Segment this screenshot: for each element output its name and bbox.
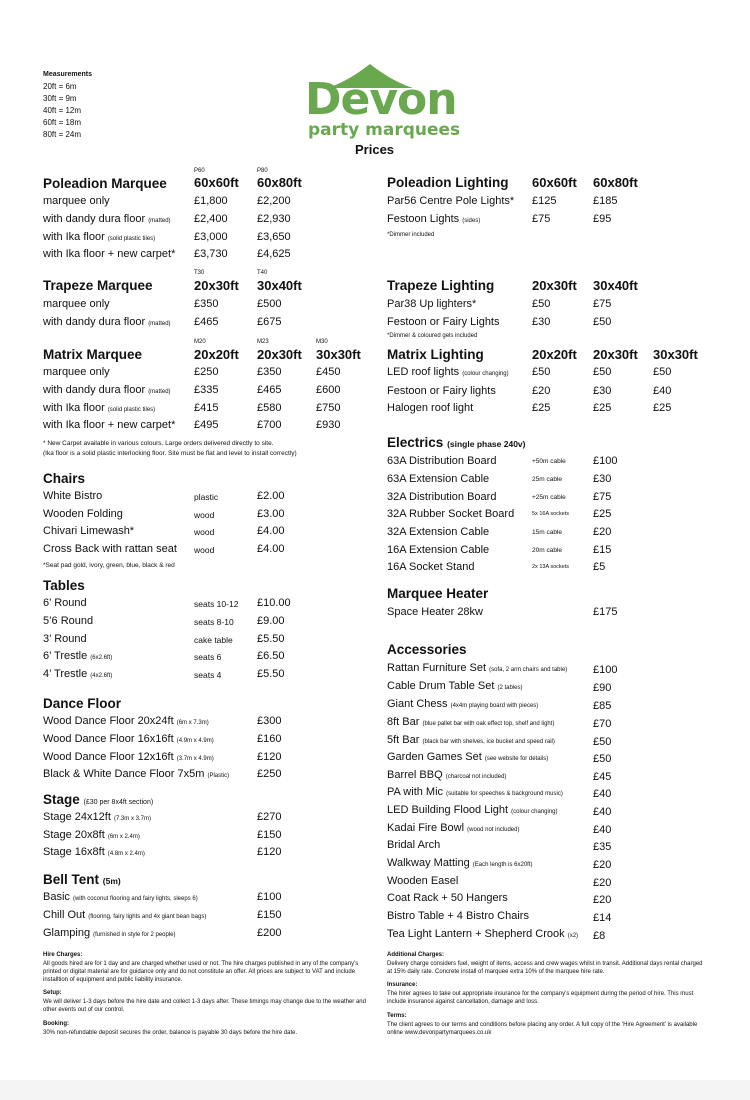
price-row-label: White Bistro bbox=[43, 490, 103, 502]
price-value: £20 bbox=[532, 385, 551, 397]
price-value: £465 bbox=[194, 316, 219, 328]
item-detail: 25m cable bbox=[532, 476, 562, 483]
price-row-label: 32A Rubber Socket Board bbox=[387, 508, 515, 520]
price-value: £125 bbox=[532, 195, 557, 207]
price-row-label: LED Building Flood Light (colour changing) bbox=[387, 804, 558, 816]
column-header: 60x60ft bbox=[194, 175, 239, 190]
price-value: £50 bbox=[653, 366, 672, 378]
price-row-label: Kadai Fire Bowl (wood not included) bbox=[387, 822, 520, 834]
price-value: £270 bbox=[257, 811, 282, 823]
product-code: T30 bbox=[194, 270, 205, 276]
trapeze-marquee-title: Trapeze Marquee bbox=[43, 278, 153, 293]
price-row-label: Festoon Lights (sides) bbox=[387, 213, 481, 225]
column-header: 20x20ft bbox=[194, 347, 239, 362]
price-row-label: Giant Chess (4x4m playing board with pieces) bbox=[387, 698, 539, 710]
price-value: £40 bbox=[593, 788, 612, 800]
price-row-label: Bistro Table + 4 Bistro Chairs bbox=[387, 910, 529, 922]
price-value: £300 bbox=[257, 715, 282, 727]
logo-wordmark: Devon bbox=[305, 74, 457, 125]
price-value: £150 bbox=[257, 829, 282, 841]
price-value: £5.50 bbox=[257, 633, 285, 645]
dance-floor-title: Dance Floor bbox=[43, 696, 122, 711]
poleadion-marquee-title: Poleadion Marquee bbox=[43, 176, 167, 191]
dimmer-note: *Dimmer included bbox=[387, 232, 435, 238]
price-row-label: Halogen roof light bbox=[387, 402, 474, 414]
heater-title: Marquee Heater bbox=[387, 586, 489, 601]
price-value: £120 bbox=[257, 846, 282, 858]
price-row-label: Wood Dance Floor 12x16ft (3.7m x 4.9m) bbox=[43, 751, 214, 763]
column-header: 20x30ft bbox=[532, 278, 577, 293]
column-header: 20x30ft bbox=[194, 278, 239, 293]
price-row-label: Coat Rack + 50 Hangers bbox=[387, 892, 508, 904]
price-value: £930 bbox=[316, 419, 341, 431]
price-value: £185 bbox=[593, 195, 618, 207]
price-value: £5 bbox=[593, 561, 606, 573]
price-value: £3,730 bbox=[194, 248, 228, 260]
price-row-label: with Ika floor + new carpet* bbox=[43, 419, 176, 431]
price-value: £600 bbox=[316, 384, 341, 396]
electrics-title: Electrics (single phase 240v) bbox=[387, 435, 526, 450]
column-header: 60x80ft bbox=[593, 175, 638, 190]
price-row-label: Par38 Up lighters* bbox=[387, 298, 477, 310]
price-value: £200 bbox=[257, 927, 282, 939]
price-value: £30 bbox=[593, 473, 612, 485]
price-value: £14 bbox=[593, 912, 612, 924]
item-detail: plastic bbox=[194, 492, 219, 502]
price-value: £20 bbox=[593, 526, 612, 538]
price-value: £30 bbox=[593, 385, 612, 397]
trapeze-lighting-title: Trapeze Lighting bbox=[387, 278, 495, 293]
seat-pad-note: *Seat pad gold, ivory, green, blue, black & red bbox=[43, 562, 175, 569]
price-value: £15 bbox=[593, 544, 612, 556]
price-value: £50 bbox=[532, 298, 551, 310]
price-row-label: 32A Extension Cable bbox=[387, 526, 490, 538]
additional-charges-text: Delivery charge considers fuel, weight of items, access and crew wages whilst in transit. Additional days rental charged at 15% daily rate. Concrete install of marquee extra 10% of the marquee hire rate. bbox=[387, 961, 703, 975]
price-row-label: Stage 24x12ft (7.3m x 3.7m) bbox=[43, 811, 151, 823]
price-value: £75 bbox=[593, 491, 612, 503]
item-detail: wood bbox=[194, 510, 215, 520]
ika-footnote: (Ika floor is a solid plastic interlocking floor. Site must be flat and level to install correctly) bbox=[43, 450, 297, 457]
hire-charges-heading: Hire Charges: bbox=[43, 952, 83, 958]
devon-logo bbox=[303, 62, 461, 142]
price-value: £2,930 bbox=[257, 213, 291, 225]
price-value: £20 bbox=[593, 894, 612, 906]
price-value: £350 bbox=[194, 298, 219, 310]
price-row-label: Chill Out (flooring, fairy lights and 4x giant bean bags) bbox=[43, 909, 207, 921]
price-row-label: 32A Distribution Board bbox=[387, 491, 497, 503]
price-row-label: 6’ Round bbox=[43, 597, 87, 609]
measurement-line: 60ft = 18m bbox=[43, 118, 82, 127]
price-row-label: Wooden Easel bbox=[387, 875, 459, 887]
price-value: £85 bbox=[593, 700, 612, 712]
price-row-label: Black & White Dance Floor 7x5m (Plastic) bbox=[43, 768, 230, 780]
price-row-label: Space Heater 28kw bbox=[387, 606, 483, 618]
setup-text: We will deliver 1-3 days before the hire date and collect 1-3 days after. These timings may change due to the weather and other events out of our control. bbox=[43, 999, 366, 1013]
price-value: £335 bbox=[194, 384, 219, 396]
price-row-label: marquee only bbox=[43, 366, 110, 378]
price-value: £3,000 bbox=[194, 231, 228, 243]
price-value: £675 bbox=[257, 316, 282, 328]
measurements-list bbox=[43, 81, 81, 141]
price-value: £40 bbox=[653, 385, 672, 397]
price-value: £25 bbox=[653, 402, 672, 414]
item-detail: 2x 13A sockets bbox=[532, 564, 569, 570]
price-value: £8 bbox=[593, 930, 606, 942]
price-row-label: PA with Mic (suitable for speeches & background music) bbox=[387, 786, 563, 798]
price-row-label: Basic (with coconut flooring and fairy lights, sleeps 6) bbox=[43, 891, 198, 903]
price-row-label: Walkway Matting (Each length is 6x20ft) bbox=[387, 857, 533, 869]
price-row-label: with Ika floor + new carpet* bbox=[43, 248, 176, 260]
price-value: £4.00 bbox=[257, 543, 285, 555]
product-code: M23 bbox=[257, 339, 269, 345]
logo-subtitle: party marquees bbox=[308, 120, 461, 140]
price-value: £450 bbox=[316, 366, 341, 378]
booking-text: 30% non-refundable deposit secures the order, balance is payable 30 days before the hire date. bbox=[43, 1030, 298, 1036]
price-value: £2.00 bbox=[257, 490, 285, 502]
price-value: £465 bbox=[257, 384, 282, 396]
price-row-label: Wood Dance Floor 20x24ft (6m x 7.3m) bbox=[43, 715, 209, 727]
item-detail: seats 10-12 bbox=[194, 599, 239, 609]
price-value: £3.00 bbox=[257, 508, 285, 520]
price-value: £35 bbox=[593, 841, 612, 853]
product-code: M30 bbox=[316, 339, 328, 345]
additional-charges-heading: Additional Charges: bbox=[387, 952, 445, 958]
price-value: £4.00 bbox=[257, 525, 285, 537]
price-row-label: Cross Back with rattan seat bbox=[43, 543, 177, 555]
measurements-title: Measurements bbox=[43, 71, 93, 78]
price-row-label: LED roof lights (colour changing) bbox=[387, 366, 509, 378]
price-value: £90 bbox=[593, 682, 612, 694]
measurement-line: 30ft = 9m bbox=[43, 94, 77, 103]
measurement-line: 20ft = 6m bbox=[43, 82, 77, 91]
price-row-label: with Ika floor (solid plastic tiles) bbox=[43, 402, 156, 414]
price-row-label: marquee only bbox=[43, 298, 110, 310]
price-value: £40 bbox=[593, 806, 612, 818]
item-detail: +25m cable bbox=[532, 494, 566, 501]
price-value: £2,200 bbox=[257, 195, 291, 207]
price-value: £2,400 bbox=[194, 213, 228, 225]
price-row-label: 8ft Bar (blue pallet bar with oak effect top, shelf and light) bbox=[387, 716, 555, 728]
price-value: £50 bbox=[593, 366, 612, 378]
product-code: T40 bbox=[257, 270, 268, 276]
column-header: 20x30ft bbox=[257, 347, 302, 362]
setup-heading: Setup: bbox=[43, 990, 62, 996]
item-detail: seats 4 bbox=[194, 670, 222, 680]
price-value: £20 bbox=[593, 859, 612, 871]
terms-heading: Terms: bbox=[387, 1013, 407, 1019]
accessories-title: Accessories bbox=[387, 642, 467, 657]
measurement-line: 80ft = 24m bbox=[43, 130, 82, 139]
price-value: £750 bbox=[316, 402, 341, 414]
price-value: £160 bbox=[257, 733, 282, 745]
price-value: £20 bbox=[593, 877, 612, 889]
price-value: £580 bbox=[257, 402, 282, 414]
item-detail: wood bbox=[194, 545, 215, 555]
item-detail: 15m cable bbox=[532, 529, 562, 536]
price-row-label: Wood Dance Floor 16x16ft (4.9m x 4.9m) bbox=[43, 733, 214, 745]
insurance-text: The hirer agrees to take out appropriate insurance for the company’s equipment during the period of hire. This must include insurance against cancellation, damage and loss. bbox=[387, 991, 694, 1005]
column-header: 30x30ft bbox=[316, 347, 361, 362]
price-row-label: 4’ Trestle (4x2.6ft) bbox=[43, 668, 113, 680]
carpet-footnote: * New Carpet available in various colours. Large orders delivered directly to site. bbox=[43, 440, 274, 447]
price-row-label: Par56 Centre Pole Lights* bbox=[387, 195, 515, 207]
price-row-label: 16A Extension Cable bbox=[387, 544, 490, 556]
price-value: £25 bbox=[593, 402, 612, 414]
product-code: P80 bbox=[257, 168, 268, 174]
price-value: £95 bbox=[593, 213, 612, 225]
item-detail: cake table bbox=[194, 635, 233, 645]
poleadion-lighting-title: Poleadion Lighting bbox=[387, 175, 509, 190]
price-value: £50 bbox=[593, 753, 612, 765]
price-value: £25 bbox=[593, 508, 612, 520]
price-value: £75 bbox=[532, 213, 551, 225]
price-value: £25 bbox=[532, 402, 551, 414]
price-value: £70 bbox=[593, 718, 612, 730]
insurance-heading: Insurance: bbox=[387, 982, 418, 988]
price-row-label: marquee only bbox=[43, 195, 110, 207]
price-row-label: 5ft Bar (black bar with shelves, ice bucket and speed rail) bbox=[387, 734, 555, 746]
price-value: £495 bbox=[194, 419, 219, 431]
price-row-label: Tea Light Lantern + Shepherd Crook (x2) bbox=[387, 928, 579, 940]
price-row-label: Cable Drum Table Set (2 tables) bbox=[387, 680, 523, 692]
price-row-label: Stage 16x8ft (4.8m x 2.4m) bbox=[43, 846, 145, 858]
price-row-label: with dandy dura floor (matted) bbox=[43, 316, 171, 328]
price-row-label: Festoon or Fairy Lights bbox=[387, 316, 500, 328]
price-value: £50 bbox=[593, 316, 612, 328]
price-row-label: with dandy dura floor (matted) bbox=[43, 213, 171, 225]
chairs-title: Chairs bbox=[43, 471, 86, 486]
column-header: 20x20ft bbox=[532, 347, 577, 362]
price-value: £120 bbox=[257, 751, 282, 763]
price-value: £350 bbox=[257, 366, 282, 378]
price-value: £700 bbox=[257, 419, 282, 431]
price-value: £40 bbox=[593, 824, 612, 836]
price-row-label: 5’6 Round bbox=[43, 615, 94, 627]
price-row-label: Festoon or Fairy lights bbox=[387, 385, 496, 397]
price-value: £100 bbox=[257, 891, 282, 903]
dimmer-gels-note: *Dimmer & coloured gels included bbox=[387, 333, 478, 339]
price-row-label: Barrel BBQ (charcoal not included) bbox=[387, 769, 507, 781]
item-detail: 20m cable bbox=[532, 547, 562, 554]
column-header: 20x30ft bbox=[593, 347, 638, 362]
product-code: P60 bbox=[194, 168, 205, 174]
product-code: M20 bbox=[194, 339, 206, 345]
price-value: £75 bbox=[593, 298, 612, 310]
price-value: £415 bbox=[194, 402, 219, 414]
price-row-label: 63A Distribution Board bbox=[387, 455, 497, 467]
price-value: £50 bbox=[593, 736, 612, 748]
price-row-label: Chivari Limewash* bbox=[43, 525, 135, 537]
price-value: £250 bbox=[257, 768, 282, 780]
price-row-label: with Ika floor (solid plastic tiles) bbox=[43, 231, 156, 243]
price-row-label: Stage 20x8ft (6m x 2.4m) bbox=[43, 829, 140, 841]
price-value: £500 bbox=[257, 298, 282, 310]
matrix-marquee-title: Matrix Marquee bbox=[43, 347, 143, 362]
price-row-label: 63A Extension Cable bbox=[387, 473, 490, 485]
hire-charges-text: All goods hired are for 1 day and are charged whether used or not. The hire charges published in any of the company’s printed or digital material are for guidance only and do not constitute an offer. All prices are subject to VAT and include installtion of equipment and public liability insurance. bbox=[43, 961, 359, 983]
column-header: 30x40ft bbox=[593, 278, 638, 293]
price-value: £9.00 bbox=[257, 615, 285, 627]
price-value: £30 bbox=[532, 316, 551, 328]
item-detail: seats 8-10 bbox=[194, 617, 234, 627]
matrix-lighting-title: Matrix Lighting bbox=[387, 347, 484, 362]
item-detail: wood bbox=[194, 527, 215, 537]
item-detail: 5x 16A sockets bbox=[532, 511, 569, 517]
price-value: £150 bbox=[257, 909, 282, 921]
price-value: £5.50 bbox=[257, 668, 285, 680]
price-row-label: Rattan Furniture Set (sofa, 2 arm chairs and table) bbox=[387, 662, 568, 674]
terms-text: The client agrees to our terms and conditions before placing any order. A full copy of the ‘Hire Agreement’ is available online www.devonpartymarquees.co.uk bbox=[387, 1022, 698, 1036]
price-row-label: Wooden Folding bbox=[43, 508, 123, 520]
stage-title: Stage (£30 per 8x4ft section) bbox=[43, 792, 154, 807]
price-row-label: Glamping (furnished in style for 2 people) bbox=[43, 927, 176, 939]
booking-heading: Booking: bbox=[43, 1021, 69, 1027]
price-row-label: Garden Games Set (see website for details) bbox=[387, 751, 549, 763]
item-detail: seats 6 bbox=[194, 652, 222, 662]
price-row-label: 16A Socket Stand bbox=[387, 561, 475, 573]
price-row-label: Bridal Arch bbox=[387, 839, 441, 851]
price-value: £250 bbox=[194, 366, 219, 378]
bell-tent-title: Bell Tent (5m) bbox=[43, 872, 121, 887]
price-value: £100 bbox=[593, 455, 618, 467]
column-header: 60x60ft bbox=[532, 175, 577, 190]
price-value: £10.00 bbox=[257, 597, 291, 609]
price-value: £1,800 bbox=[194, 195, 228, 207]
column-header: 30x40ft bbox=[257, 278, 302, 293]
tables-title: Tables bbox=[43, 578, 85, 593]
page-title: Prices bbox=[355, 142, 395, 157]
item-detail: +50m cable bbox=[532, 458, 566, 465]
price-value: £50 bbox=[532, 366, 551, 378]
price-value: £45 bbox=[593, 771, 612, 783]
price-value: £175 bbox=[593, 606, 618, 618]
price-row-label: 6’ Trestle (6x2.6ft) bbox=[43, 650, 113, 662]
column-header: 30x30ft bbox=[653, 347, 698, 362]
price-value: £3,650 bbox=[257, 231, 291, 243]
measurement-line: 40ft = 12m bbox=[43, 106, 82, 115]
price-value: £4,625 bbox=[257, 248, 291, 260]
price-value: £100 bbox=[593, 664, 618, 676]
price-row-label: 3’ Round bbox=[43, 633, 87, 645]
column-header: 60x80ft bbox=[257, 175, 302, 190]
price-row-label: with dandy dura floor (matted) bbox=[43, 384, 171, 396]
price-value: £6.50 bbox=[257, 650, 285, 662]
